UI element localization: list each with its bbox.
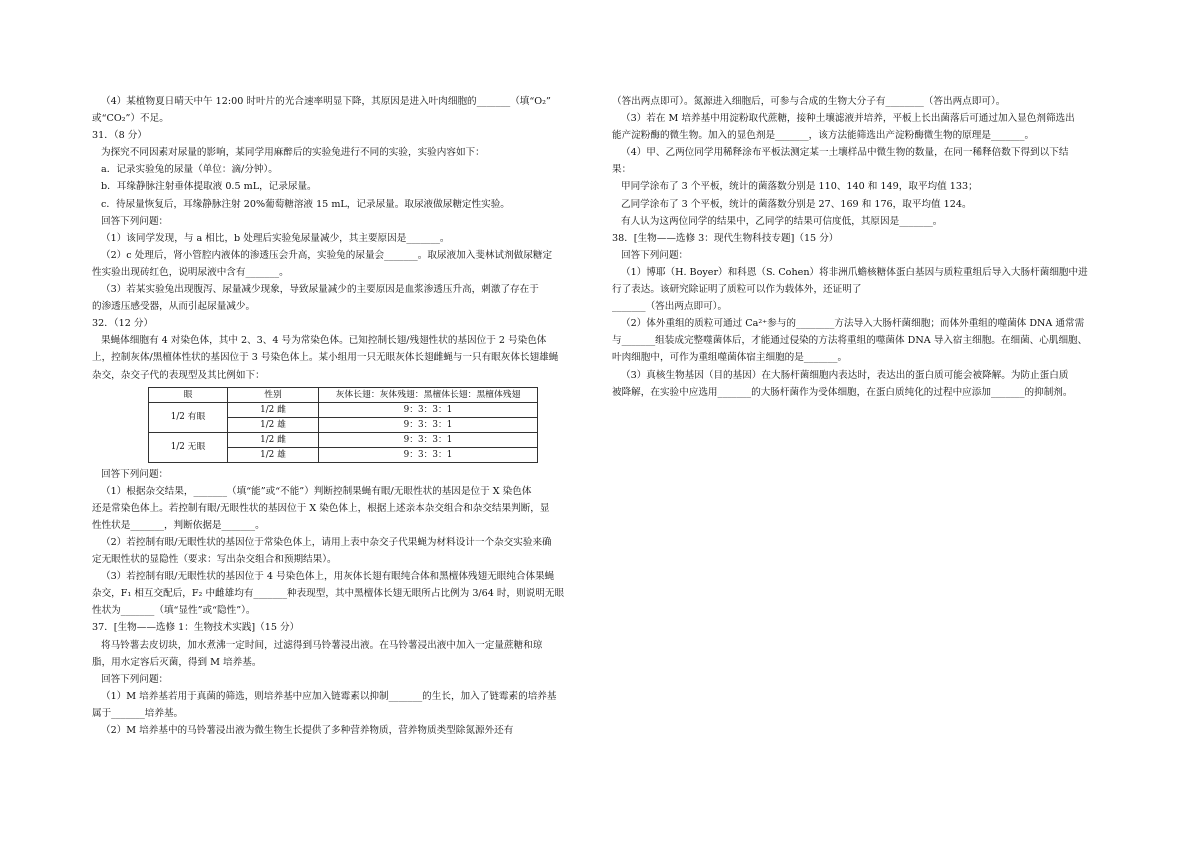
q32-sub3-line1: （3）若控制有眼/无眼性状的基因位于 4 号染色体上，用灰体长翅有眼纯合体和黑檀体残翅无眼纯合体果蝇 <box>101 571 555 583</box>
q32-heading: 32．（12 分） <box>92 318 154 330</box>
table-header-row <box>149 387 538 402</box>
q31-sub3-line2: 的渗透压感受器，从而引起尿量减少。 <box>92 301 256 313</box>
q37-sub1-line2: 属于_______培养基。 <box>92 707 184 719</box>
q32-sub1-line3: 性性状是_______，判断依据是_______。 <box>92 519 265 531</box>
q31-sub3-line1: （3）若某实验兔出现腹泻、尿量减少现象，导致尿量减少的主要原因是血浆渗透压升高，刺激了存在于 <box>101 284 539 296</box>
q37-sub4-student-a: 甲同学涂布了 3 个平板，统计的菌落数分别是 110、140 和 149，取平均值 133； <box>621 181 978 193</box>
q31-sub2-line2: 性实验出现砖红色，说明尿液中含有_______。 <box>92 266 289 278</box>
q37-sub4-student-b: 乙同学涂布了 3 个平板，统计的菌落数分别是 27、169 和 176，取平均值 124。 <box>621 198 972 210</box>
q37-sub2-line1: （2）M 培养基中的马铃薯浸出液为微生物生长提供了多种营养物质，营养物质类型除氮源外还有 <box>101 725 514 736</box>
q30-4-line2: 或“CO₂”）不足。 <box>92 113 169 125</box>
q38-sub1-line3: _______（答出两点即可）。 <box>612 301 728 313</box>
table-cell-ratio: 9：3：3：1 <box>319 417 538 432</box>
q38-heading: 38．[生物——选修 3：现代生物科技专题]（15 分） <box>612 232 839 244</box>
q37-sub4-line2: 果： <box>612 164 632 176</box>
q38-sub1-line1: （1）博耶（H. Boyer）和科恩（S. Cohen）将非洲爪蟾核糖体蛋白基因与质粒重组后导入大肠杆菌细胞中进 <box>621 266 1088 278</box>
q31-sub1: （1）该同学发现，与 a 相比，b 处理后实验兔尿量减少，其主要原因是_______。 <box>101 232 450 244</box>
q38-sub2-line2: 与_______组装成完整噬菌体后，才能通过侵染的方法将重组的噬菌体 DNA 导入宿主细胞。在细菌、心肌细胞、 <box>612 335 1088 347</box>
q31-heading: 31．（8 分） <box>92 130 147 142</box>
q32-sub2-line2: 定无眼性状的显隐性（要求：写出杂交组合和预期结果）。 <box>92 554 337 566</box>
table-cell-ratio: 9：3：3：1 <box>319 432 538 447</box>
left-column <box>92 93 588 739</box>
q37-answer-prompt: 回答下列问题： <box>101 673 169 685</box>
q32-answer-prompt: 回答下列问题： <box>101 468 169 480</box>
q32-sub1-line1: （1）根据杂交结果，_______（填“能”或“不能”）判断控制果蝇有眼/无眼性状的基因是位于 X 染色体 <box>101 485 532 497</box>
q37-sub1-line1: （1）M 培养基若用于真菌的筛选，则培养基中应加入链霉素以抑制_______的生长，加入了链霉素的培养基 <box>101 690 557 702</box>
q31-step-b: b．耳缘静脉注射垂体提取液 0.5 mL，记录尿量。 <box>101 181 317 193</box>
q32-sub3-line3: 性状为_______（填“显性”或“隐性”）。 <box>92 605 256 617</box>
table-cell-eye: 1/2 有眼 <box>149 402 228 432</box>
q31-step-c: c．待尿量恢复后，耳缘静脉注射 20%葡萄糖溶液 15 mL，记录尿量。取尿液做尿糖定性实验。 <box>101 198 510 210</box>
table-cell-ratio: 9：3：3：1 <box>319 447 538 462</box>
table-cell-sex: 1/2 雄 <box>228 417 319 432</box>
q31-answer-prompt: 回答下列问题： <box>101 215 169 227</box>
q31-sub2-line1: （2）c 处理后，肾小管腔内液体的渗透压会升高，实验兔的尿量会_______。取尿液加入斐林试剂做尿糖定 <box>101 249 553 261</box>
q31-step-a: a．记录实验兔的尿量（单位：滴/分钟）。 <box>101 164 278 176</box>
table-header-eye: 眼 <box>149 387 228 402</box>
q32-sub3-line2: 杂交，F₁ 相互交配后，F₂ 中雌雄均有_______种表现型，其中黑檀体长翅无眼所占比例为 3/64 时，则说明无眼 <box>92 588 565 600</box>
table-row <box>149 402 538 417</box>
q38-sub2-line1: （2）体外重组的质粒可通过 Ca²⁺参与的________方法导入大肠杆菌细胞；而体外重组的噬菌体 DNA 通常需 <box>621 318 1085 330</box>
table-cell-eye: 1/2 无眼 <box>149 432 228 462</box>
q37-sub2-line2: （答出两点即可）。氮源进入细胞后，可参与合成的生物大分子有________（答出两点即可）。 <box>612 96 1006 107</box>
q38-sub3-line1: （3）真核生物基因（目的基因）在大肠杆菌细胞内表达时，表达出的蛋白质可能会被降解。为防止蛋白质 <box>621 369 1069 381</box>
q32-intro-line1: 果蝇体细胞有 4 对染色体，其中 2、3、4 号为常染色体。已知控制长翅/残翅性状的基因位于 2 号染色体 <box>101 335 547 347</box>
table-cell-sex: 1/2 雌 <box>228 402 319 417</box>
cross-result-table <box>148 387 538 463</box>
q37-heading: 37．[生物——选修 1：生物技术实践]（15 分） <box>92 622 300 634</box>
table-cell-sex: 1/2 雌 <box>228 432 319 447</box>
q37-sub3-line2: 能产淀粉酶的微生物。加入的显色剂是_______，该方法能筛选出产淀粉酶微生物的原理是_______。 <box>612 130 1035 142</box>
table-cell-sex: 1/2 雄 <box>228 447 319 462</box>
q37-sub4-conclusion: 有人认为这两位同学的结果中，乙同学的结果可信度低，其原因是_______。 <box>621 215 943 227</box>
q32-sub2-line1: （2）若控制有眼/无眼性状的基因位于常染色体上，请用上表中杂交子代果蝇为材料设计一个杂交实验来确 <box>101 536 552 548</box>
q38-sub3-line2: 被降解，在实验中应选用_______的大肠杆菌作为受体细胞，在蛋白质纯化的过程中应添加_______的抑制剂。 <box>612 386 1073 398</box>
q38-answer-prompt: 回答下列问题： <box>621 249 689 261</box>
q37-sub4-line1: （4）甲、乙两位同学用稀释涂布平板法测定某一土壤样品中微生物的数量，在同一稀释倍数下得到以下结 <box>621 147 1069 159</box>
q38-sub2-line3: 叶肉细胞中，可作为重组噬菌体宿主细胞的是_______。 <box>612 352 848 364</box>
table-cell-ratio: 9：3：3：1 <box>319 402 538 417</box>
table-header-sex: 性别 <box>228 387 319 402</box>
q37-intro-line1: 将马铃薯去皮切块，加水煮沸一定时间，过滤得到马铃薯浸出液。在马铃薯浸出液中加入一定量蔗糖和琼 <box>101 639 543 651</box>
q30-4-line1: （4）某植物夏日晴天中午 12:00 时叶片的光合速率明显下降，其原因是进入叶肉细胞的_______（填“O₂” <box>101 96 551 107</box>
q31-intro: 为探究不同因素对尿量的影响，某同学用麻醉后的实验兔进行不同的实验，实验内容如下： <box>101 147 485 159</box>
q32-intro-line2: 上，控制灰体/黑檀体性状的基因位于 3 号染色体上。某小组用一只无眼灰体长翅雌蝇与一只有眼灰体长翅雄蝇 <box>92 352 559 364</box>
right-column <box>612 93 1106 401</box>
q38-sub1-line2: 行了表达。该研究除证明了质粒可以作为载体外，还证明了 <box>612 284 862 296</box>
table-header-ratio: 灰体长翅：灰体残翅：黑檀体长翅：黑檀体残翅 <box>319 387 538 402</box>
q32-intro-line3: 杂交，杂交子代的表现型及其比例如下： <box>92 369 265 381</box>
table-row <box>149 432 538 447</box>
q32-sub1-line2: 还是常染色体上。若控制有眼/无眼性状的基因位于 X 染色体上，根据上述亲本杂交组合和杂交结果判断，显 <box>92 502 550 514</box>
q37-sub3-line1: （3）若在 M 培养基中用淀粉取代蔗糖，接种土壤滤液并培养，平板上长出菌落后可通过加入显色剂筛选出 <box>621 113 1075 125</box>
q37-intro-line2: 脂，用水定容后灭菌，得到 M 培养基。 <box>92 656 262 668</box>
